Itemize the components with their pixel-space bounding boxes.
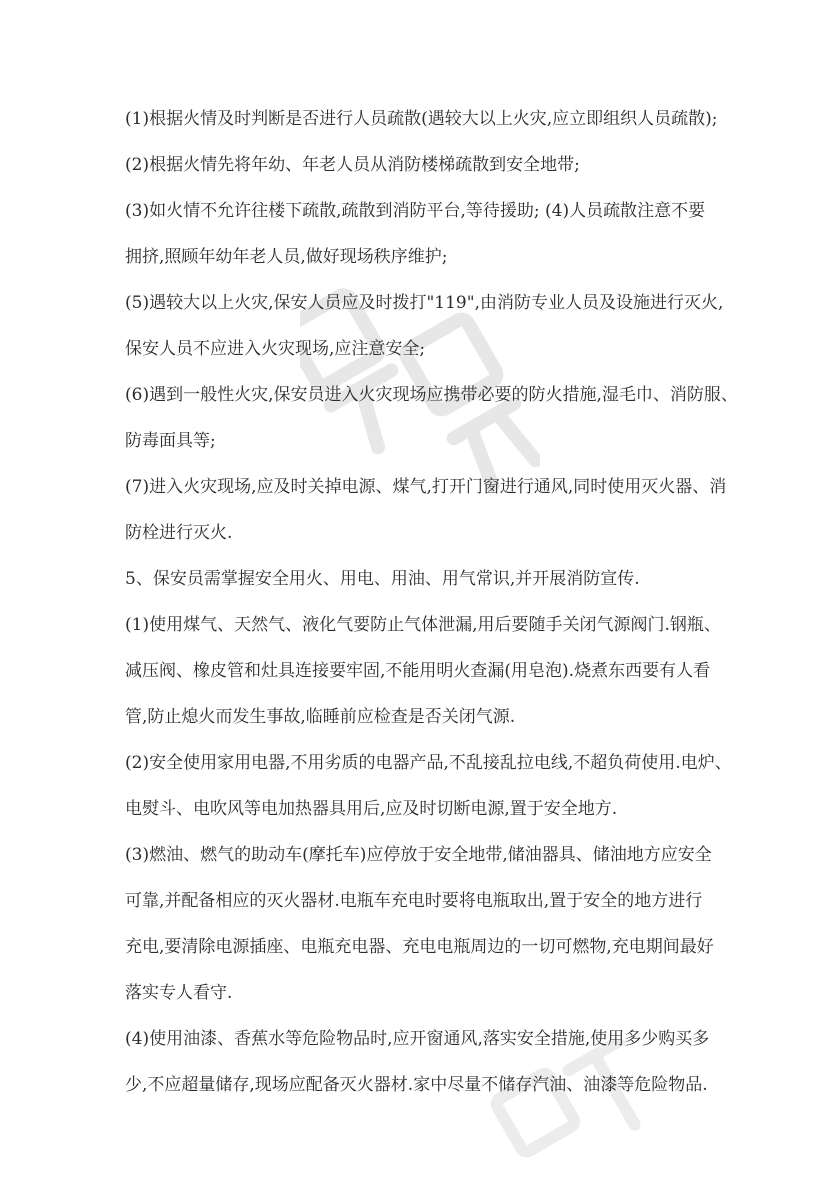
- text-line: 减压阀、橡皮管和灶具连接要牢固,不能用明火查漏(用皂泡).烧煮东西要有人看: [125, 661, 711, 681]
- text-line: (3)如火情不允许往楼下疏散,疏散到消防平台,等待援助; (4)人员疏散注意不要: [125, 201, 706, 221]
- text-line: 可靠,并配备相应的灭火器材.电瓶车充电时要将电瓶取出,置于安全的地方进行: [125, 891, 703, 911]
- text-line: (5)遇较大以上火灾,保安人员应及时拨打"119",由消防专业人员及设施进行灭火,: [125, 293, 724, 313]
- text-line: 电熨斗、电吹风等电加热器具用后,应及时切断电源,置于安全地方.: [125, 799, 618, 819]
- text-line: 保安人员不应进入火灾现场,应注意安全;: [125, 339, 426, 359]
- text-line: (2)根据火情先将年幼、年老人员从消防楼梯疏散到安全地带;: [125, 155, 580, 175]
- text-line: 管,防止熄火而发生事故,临睡前应检查是否关闭气源.: [125, 707, 516, 727]
- document-body: [125, 96, 738, 1108]
- section-heading: 5、保安员需掌握安全用火、用电、用油、用气常识,并开展消防宣传.: [125, 569, 640, 589]
- text-line: (7)进入火灾现场,应及时关掉电源、煤气,打开门窗进行通风,同时使用灭火器、消: [125, 477, 727, 497]
- text-line: (3)燃油、燃气的助动车(摩托车)应停放于安全地带,储油器具、储油地方应安全: [125, 845, 712, 865]
- text-line: (2)安全使用家用电器,不用劣质的电器产品,不乱接乱拉电线,不超负荷使用.电炉、: [125, 753, 732, 773]
- text-line: 落实专人看守.: [125, 983, 233, 1003]
- text-line: (6)遇到一般性火灾,保安员进入火灾现场应携带必要的防火措施,湿毛巾、消防服、: [125, 385, 738, 405]
- text-line: (1)根据火情及时判断是否进行人员疏散(遇较大以上火灾,应立即组织人员疏散);: [125, 109, 718, 129]
- text-line: (1)使用煤气、天然气、液化气要防止气体泄漏,用后要随手关闭气源阀门.钢瓶、: [125, 615, 721, 635]
- text-line: 拥挤,照顾年幼年老人员,做好现场秩序维护;: [125, 247, 448, 267]
- text-line: 防栓进行灭火.: [125, 523, 233, 543]
- text-line: 充电,要清除电源插座、电瓶充电器、充电电瓶周边的一切可燃物,充电期间最好: [125, 937, 714, 957]
- text-line: 少,不应超量储存,现场应配备灭火器材.家中尽量不储存汽油、油漆等危险物品.: [125, 1075, 708, 1095]
- text-line: 防毒面具等;: [125, 431, 216, 451]
- text-line: (4)使用油漆、香蕉水等危险物品时,应开窗通风,落实安全措施,使用多少购买多: [125, 1029, 710, 1049]
